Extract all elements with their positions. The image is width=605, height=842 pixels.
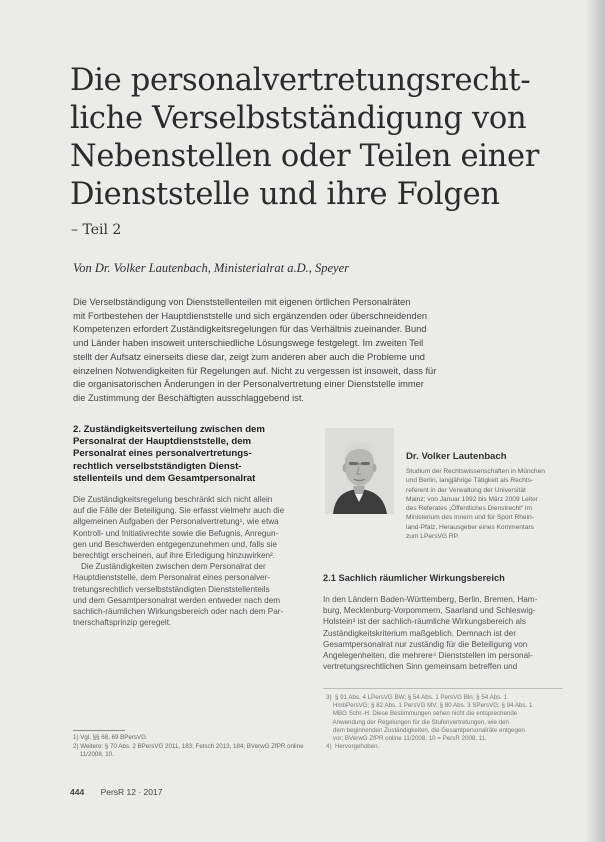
- bio-line: zum LPersVG RP.: [406, 533, 460, 541]
- abstract-line: die Zustimmung der Beschäftigten ausschlaggebend ist.: [73, 392, 305, 403]
- title-line: Nebenstellen oder Teilen einer: [70, 139, 540, 174]
- abstract-line: die organisatorischen Änderungen in der Personalvertretung einer Dienststelle immer: [73, 379, 424, 390]
- page-footer: [70, 787, 162, 797]
- section-2-1-body: [323, 594, 563, 672]
- title-line: Dienststelle und ihre Folgen: [70, 177, 500, 212]
- body-line: Gesamtpersonalrat nur zuständig für die Beteiligung von: [323, 639, 528, 649]
- footnote: 4) Hervorgehoben.: [326, 743, 380, 751]
- footnote: MBG Schl.-H. Diese Bestimmungen sehen nicht die entsprechende: [326, 710, 518, 718]
- heading-line: stellenteils und dem Gesamtpersonalrat: [73, 472, 256, 484]
- body-line: allgemeinen Aufgaben der Personalvertretung¹, wie etwa: [73, 517, 279, 527]
- abstract-line: Kompetenzen erfordert Zuständigkeitsregelungen für das Verhältnis zueinander. Bund: [73, 324, 427, 335]
- body-line: gen und Beschwerden entgegenzunehmen und, falls sie: [73, 539, 277, 549]
- body-line: tnerschaftsprinzip geregelt.: [73, 618, 172, 628]
- footnote: HmbPersVG; § 82 Abs. 1 PersVG MV; § 80 Abs. 3 SPersVG; § 94 Abs. 1: [326, 702, 533, 710]
- abstract-line: einzelnen Notwendigkeiten für Regelungen auf. Nicht zu vergessen ist insoweit, dass für: [73, 365, 437, 376]
- title-line: liche Verselbstständigung von: [70, 101, 527, 136]
- abstract-line: mit Fortbestehen der Hauptdienststelle und sich ergänzenden oder überschneidenden: [73, 310, 428, 321]
- footnote: vor; BVerwG ZfPR online 11/2008, 10 = PersR 2008, 11.: [326, 735, 487, 743]
- author-portrait-image: [325, 428, 394, 514]
- article-subtitle: – Teil 2: [71, 222, 122, 238]
- bio-line: Ministerium des Innern und für Sport Rhein-: [406, 514, 534, 522]
- journal-issue: PersR 12 · 2017: [100, 787, 163, 797]
- body-line: Die Zuständigkeitsregelung beschränkt sich nicht allein: [73, 495, 273, 504]
- title-line: Die personalvertretungsrecht-: [70, 63, 531, 98]
- section-2-body: [73, 494, 313, 628]
- footnote-divider: [323, 688, 563, 689]
- heading-line: Personalrat eines personalvertretungs-: [73, 448, 252, 460]
- body-line: Die Zuständigkeiten zwischen dem Personalrat der: [81, 562, 266, 572]
- footnote: 1) Vgl. §§ 68, 69 BPersVG.: [73, 734, 148, 741]
- article-title: [70, 62, 570, 214]
- footnote-divider: [73, 730, 125, 731]
- bio-line: Studium der Rechtswissenschaften in München: [406, 468, 545, 475]
- article-abstract: [73, 296, 543, 406]
- section-2-heading: [73, 424, 313, 485]
- body-line: berechtigt erscheinen, auf ihre Erledigung hinzuwirken².: [73, 551, 276, 561]
- author-photo: [325, 428, 394, 514]
- bio-line: und Berlin, langjährige Tätigkeit als Rechts-: [406, 477, 534, 485]
- footnote: 2) Weitere: § 70 Abs. 2 BPersVG 2011, 183; Fetsch 2013, 184; BVerwG ZfPR online: [73, 742, 304, 750]
- body-line: auf die Fälle der Beteiligung. Sie erfasst vielmehr auch die: [73, 506, 285, 516]
- footnotes-right: [326, 694, 571, 751]
- abstract-line: Die Verselbständigung von Dienststellenteilen mit eigenen örtlichen Personalräten: [73, 297, 411, 307]
- footnote: dem beginnenden Zuständigkeiten, die Gesamtpersonalräte entgegen: [326, 726, 525, 734]
- author-byline: Von Dr. Volker Lautenbach, Ministerialrat a.D., Speyer: [73, 261, 350, 275]
- footnote: Anwendung der Regelungen für die Stufenvertretungen, wie den: [326, 718, 510, 726]
- author-name: Dr. Volker Lautenbach: [406, 451, 507, 462]
- author-bio: [406, 467, 576, 541]
- heading-line: Personalrat der Hauptdienststelle, dem: [73, 436, 252, 448]
- body-line: In den Ländern Baden-Württemberg, Berlin, Bremen, Ham-: [323, 595, 538, 604]
- abstract-line: stellt der Aufsatz einerseits diese dar, zeigt zum anderen aber auch die Probleme und: [73, 351, 425, 362]
- footnote: 11/2008, 10.: [73, 751, 114, 758]
- body-line: Holstein³ ist der sachlich-räumliche Wirkungsbereich als: [323, 617, 526, 627]
- body-line: Zuständigkeitskriterium maßgeblich. Demnach ist der: [323, 628, 516, 638]
- section-2-1-heading: 2.1 Sachlich räumlicher Wirkungsbereich: [323, 573, 505, 583]
- bio-line: referent in der Verwaltung der Universität: [406, 486, 526, 494]
- body-line: tretungsrechtlich verselbstständigten Dienststellenteils: [73, 584, 270, 594]
- bio-line: land-Pfalz, Herausgeber eines Kommentars: [406, 523, 534, 531]
- body-line: Kontroll- und Initiativrechte sowie die Befugnis, Anregun-: [73, 528, 279, 538]
- footnote: 3) § 91 Abs. 4 LPersVG BW; § 54 Abs. 1 PersVG Bln; § 54 Abs. 1: [326, 694, 508, 701]
- heading-line: rechtlich verselbstständigten Dienst-: [73, 460, 242, 472]
- bio-line: des Referates „Öffentliches Dienstrecht“ im: [406, 505, 532, 513]
- body-line: vertretungsrechtlichen Sinn gemeinsam betreffen und: [323, 662, 518, 672]
- heading-line: 2. Zuständigkeitsverteilung zwischen dem: [73, 424, 265, 435]
- abstract-line: und Länder haben insoweit unterschiedliche Lösungswege festgelegt. Im zweiten Teil: [73, 338, 424, 349]
- body-line: Hauptdienststelle, dem Personalrat eines personalver-: [73, 573, 271, 583]
- body-line: Angelegenheiten, die mehrere⁴ Dienststellen im personal-: [323, 651, 533, 661]
- body-line: burg, Mecklenburg-Vorpommern, Saarland und Schleswig-: [323, 606, 536, 616]
- body-line: sachlich-räumlichen Wirkungsbereich oder nach dem Par-: [73, 607, 284, 617]
- page-number: 444: [70, 787, 85, 797]
- footnotes-left: [73, 734, 313, 760]
- body-line: und dem Gesamtpersonalrat werden entweder nach dem: [73, 595, 281, 605]
- bio-line: Mainz; von Januar 1992 bis März 2009 Leiter: [406, 495, 538, 503]
